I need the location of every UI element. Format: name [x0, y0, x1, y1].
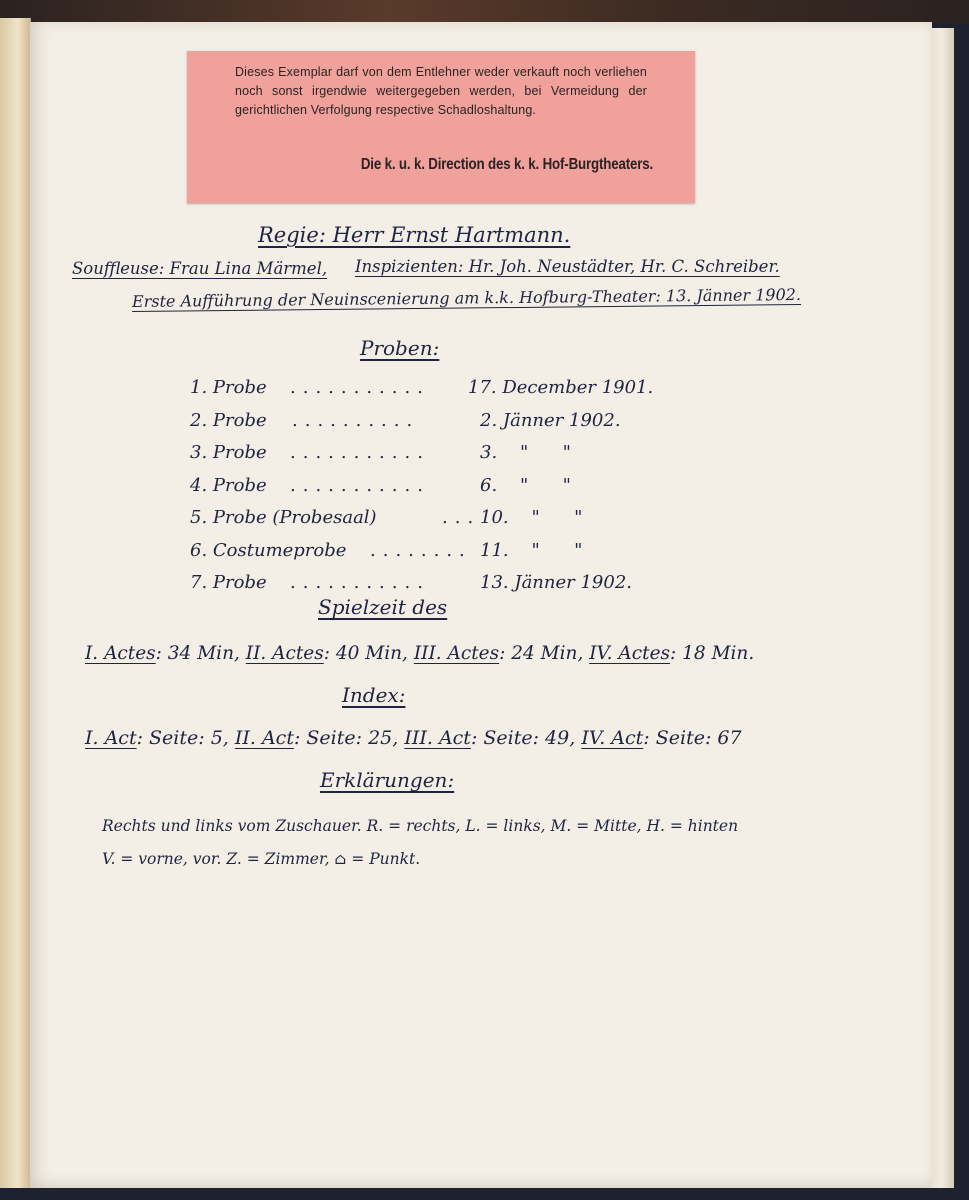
index-akt-2: II. Act [234, 727, 294, 749]
probe-row [190, 377, 710, 407]
probe-date: 2. Jänner 1902. [480, 409, 621, 431]
souffleuse-line [72, 259, 327, 278]
spielzeit-value-4: : 18 Min. [670, 643, 755, 664]
erklaerungen-line-1: Rechts und links vom Zuschauer. R. = rechts, L. = links, M. = Mitte, H. = hinten [102, 817, 739, 835]
spielzeit-akt-1: I. Actes [85, 643, 156, 664]
probe-leader-dots: ... [442, 507, 481, 528]
index-value-4: : Seite: 67 [643, 727, 742, 749]
probe-date: 6. " " [480, 474, 571, 496]
souffleuse-text: Souffleuse: Frau Lina Märmel, [72, 259, 328, 278]
probe-leader-dots: ........... [290, 377, 430, 398]
erklaerungen-heading: Erklärungen: [320, 768, 455, 792]
spielzeit-akt-3: III. Actes [413, 643, 500, 664]
index-value-3: : Seite: 49, [470, 727, 576, 749]
index-akt-4: IV. Act [581, 727, 644, 749]
right-page-edges [930, 28, 954, 1188]
probe-row [190, 475, 710, 505]
spielzeit-line [85, 643, 754, 664]
left-page-edge [0, 18, 31, 1188]
probe-leader-dots: .......... [292, 409, 420, 431]
probe-row [190, 410, 710, 440]
probe-date: 17. December 1901. [468, 377, 654, 398]
notice-text: Dieses Exemplar darf von dem Entlehner weder verkauft noch verliehen noch sonst irgendwie weitergegeben werden, bei Vermeidung der gerichtlichen Verfolgung respective Schadloshaltung. [235, 65, 647, 117]
probe-leader-dots: ........... [290, 474, 430, 496]
spielzeit-akt-4: IV. Actes [589, 643, 671, 664]
spielzeit-heading: Spielzeit des [318, 595, 448, 619]
spielzeit-value-1: : 34 Min, [155, 643, 240, 664]
probe-label: 5. Probe (Probesaal) [190, 507, 377, 528]
probe-label: 7. Probe [190, 572, 267, 593]
index-akt-3: III. Act [404, 727, 471, 749]
probe-row [190, 442, 710, 472]
index-line [85, 727, 742, 749]
probe-row [190, 507, 710, 537]
probe-leader-dots: ........ [370, 539, 472, 561]
erste-auffuehrung-line: Erste Aufführung der Neuinscenierung am k.k. Hofburg-Theater: 13. Jänner 1902. [131, 284, 802, 311]
spielzeit-value-3: : 24 Min, [499, 643, 584, 664]
notice-signature: Die k. u. k. Direction des k. k. Hof-Burgtheaters. [360, 156, 653, 173]
probe-label: 6. Costumeprobe [190, 539, 347, 561]
spielzeit-akt-2: II. Actes [245, 643, 324, 664]
probe-date: 3. " " [480, 442, 571, 463]
index-akt-1: I. Act [85, 727, 137, 749]
erklaerungen-line-2: V. = vorne, vor. Z. = Zimmer, ⌂ = Punkt. [102, 850, 421, 868]
probe-date: 10. " " [480, 507, 583, 528]
index-value-2: : Seite: 25, [293, 727, 399, 749]
probe-label: 3. Probe [190, 442, 267, 463]
probe-leader-dots: ........... [290, 442, 430, 463]
probe-date: 11. " " [480, 539, 583, 561]
index-value-1: : Seite: 5, [136, 727, 229, 749]
probe-label: 2. Probe [190, 409, 267, 431]
index-heading: Index: [342, 683, 406, 707]
probe-label: 1. Probe [190, 377, 267, 398]
probe-row [190, 540, 710, 570]
proben-heading: Proben: [360, 336, 440, 360]
probe-date: 13. Jänner 1902. [480, 572, 632, 593]
inspizienten-text: Inspizienten: Hr. Joh. Neustädter, Hr. C. Schreiber. [355, 257, 780, 276]
spielzeit-value-2: : 40 Min, [323, 643, 408, 664]
manuscript-page [30, 22, 932, 1188]
probe-row [190, 572, 710, 602]
probe-leader-dots: ........... [290, 572, 430, 593]
library-notice-label [187, 51, 695, 203]
book-binding [0, 0, 969, 24]
probe-label: 4. Probe [190, 474, 267, 496]
regie-line: Regie: Herr Ernst Hartmann. [258, 223, 571, 247]
inspizienten-line [355, 257, 780, 276]
